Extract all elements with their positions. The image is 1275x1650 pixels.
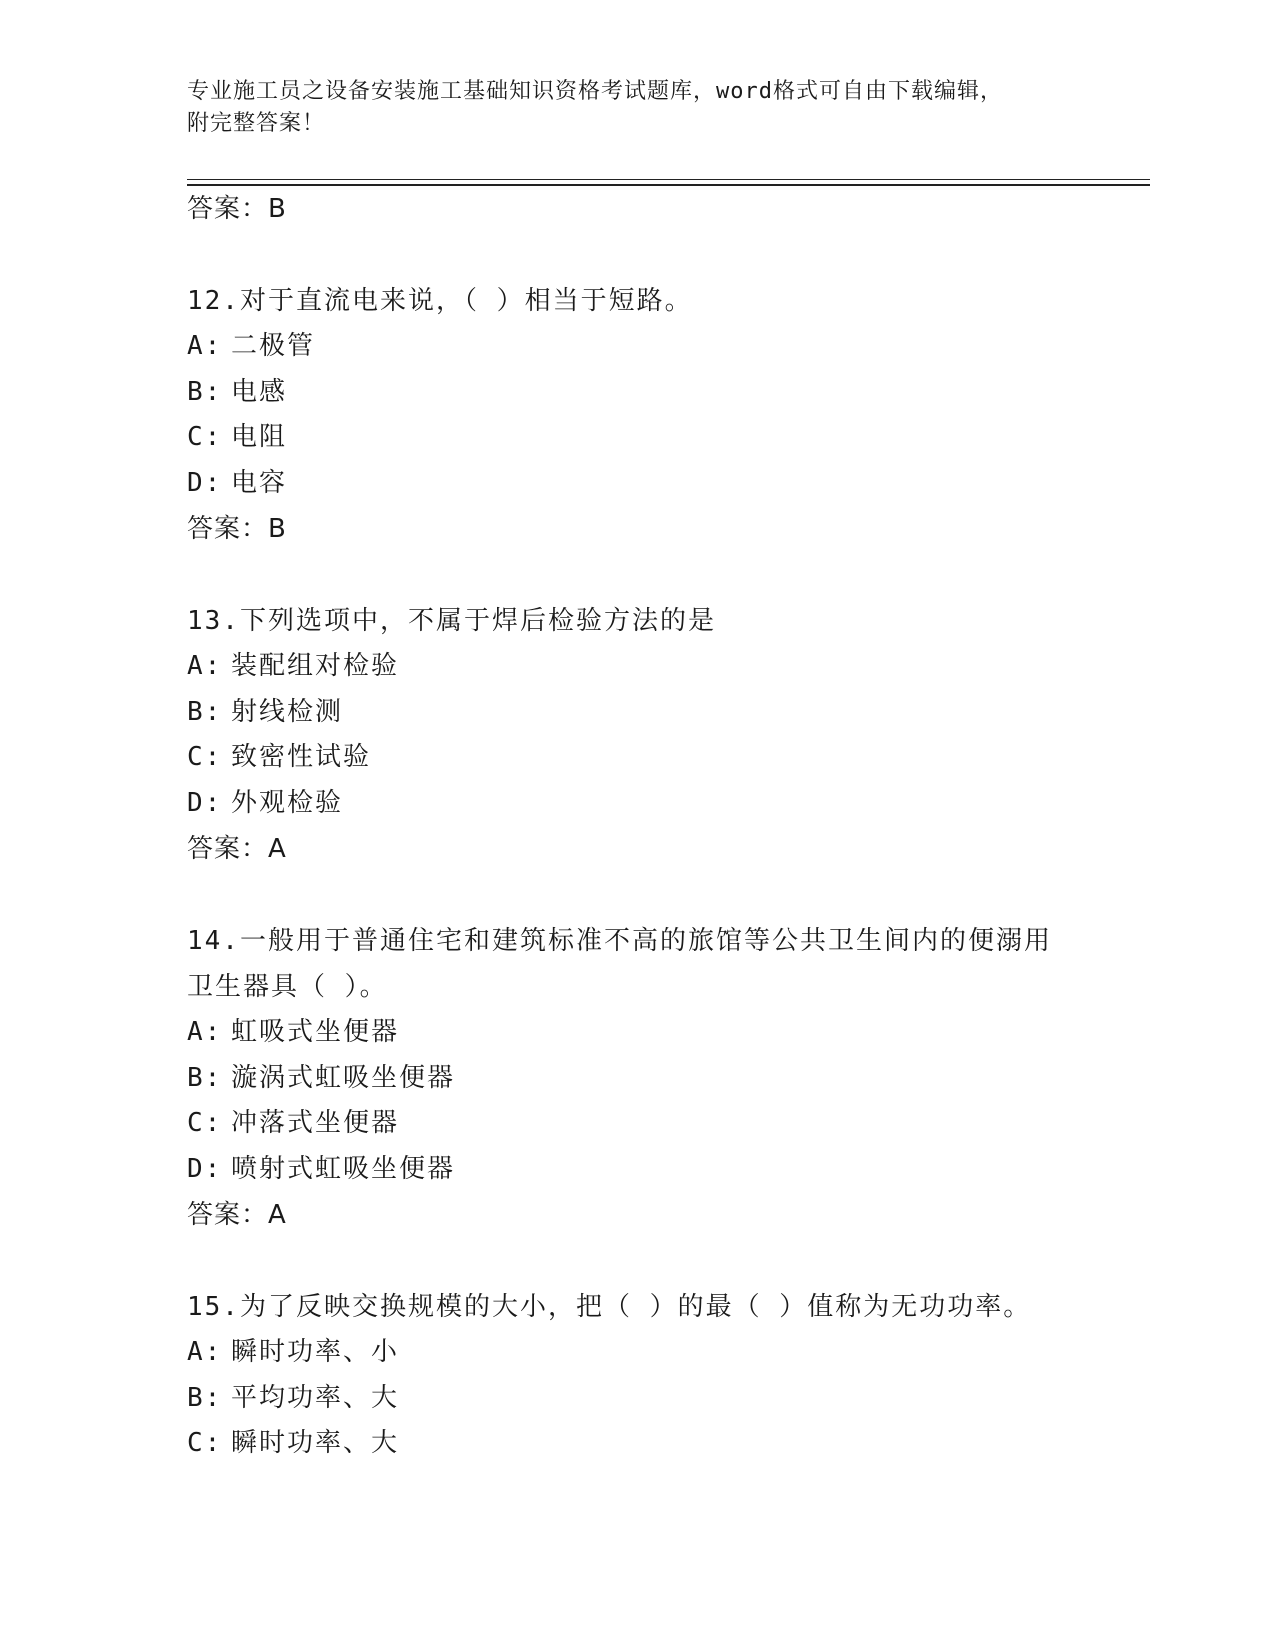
option-b <box>187 1056 1137 1102</box>
option-letter: C: <box>187 1108 223 1138</box>
option-letter: D: <box>187 467 223 498</box>
option-text: 平均功率、大 <box>231 1382 400 1413</box>
option-text: 电容 <box>231 467 288 498</box>
option-b <box>187 690 1137 736</box>
option-text: 致密性试验 <box>231 742 372 772</box>
option-b <box>187 1376 1137 1422</box>
question-block <box>187 1284 1137 1467</box>
option-text: 二极管 <box>231 331 316 361</box>
option-d <box>187 1147 1137 1193</box>
option-c <box>187 1421 1137 1467</box>
spacer <box>187 1238 1137 1284</box>
option-text: 射线检测 <box>231 696 344 727</box>
header-line-2: 附完整答案！ <box>187 111 326 136</box>
option-text: 电阻 <box>231 422 288 452</box>
header-line-1: 专业施工员之设备安装施工基础知识资格考试题库，word格式可自由下载编辑， <box>187 79 1003 104</box>
option-c <box>187 415 1137 461</box>
answer-line: 答案：B <box>187 514 287 544</box>
option-letter: D: <box>187 787 223 818</box>
document-header <box>187 76 1087 140</box>
option-d <box>187 461 1137 507</box>
option-text: 瞬时功率、大 <box>231 1428 400 1458</box>
question-stem: 13.下列选项中，不属于焊后检验方法的是 <box>187 606 716 636</box>
option-c <box>187 735 1137 781</box>
option-letter: A: <box>187 1017 223 1047</box>
option-d <box>187 781 1137 827</box>
question-stem-continued: 卫生器具（ ）。 <box>187 972 388 1002</box>
question-list <box>187 186 1137 1467</box>
spacer <box>187 232 1137 278</box>
answer-line: 答案：A <box>187 834 287 864</box>
option-text: 喷射式虹吸坐便器 <box>231 1153 456 1184</box>
previous-answer: 答案：B <box>187 194 287 224</box>
option-letter: A: <box>187 651 223 681</box>
question-stem: 14.一般用于普通住宅和建筑标准不高的旅馆等公共卫生间内的便溺用 <box>187 926 1052 956</box>
option-letter: B: <box>187 696 223 727</box>
option-a <box>187 1010 1137 1056</box>
option-c <box>187 1101 1137 1147</box>
question-block <box>187 918 1137 1238</box>
spacer <box>187 872 1137 918</box>
option-text: 外观检验 <box>231 787 344 818</box>
option-b <box>187 370 1137 416</box>
option-text: 装配组对检验 <box>231 651 400 681</box>
option-text: 冲落式坐便器 <box>231 1108 400 1138</box>
header-rule-thin <box>187 179 1150 180</box>
option-a <box>187 324 1137 370</box>
option-a <box>187 1330 1137 1376</box>
option-text: 虹吸式坐便器 <box>231 1017 400 1047</box>
option-text: 电感 <box>231 376 288 407</box>
option-letter: C: <box>187 742 223 772</box>
option-letter: C: <box>187 1428 223 1458</box>
question-stem: 15.为了反映交换规模的大小，把（ ）的最（ ）值称为无功功率。 <box>187 1292 1032 1322</box>
option-letter: A: <box>187 331 223 361</box>
option-text: 漩涡式虹吸坐便器 <box>231 1062 456 1093</box>
spacer <box>187 552 1137 598</box>
option-letter: A: <box>187 1337 223 1367</box>
option-text: 瞬时功率、小 <box>231 1337 400 1367</box>
option-a <box>187 644 1137 690</box>
answer-line: 答案：A <box>187 1200 287 1230</box>
question-block <box>187 278 1137 552</box>
option-letter: B: <box>187 1062 223 1093</box>
question-stem: 12.对于直流电来说，（ ）相当于短路。 <box>187 286 693 316</box>
option-letter: B: <box>187 376 223 407</box>
option-letter: D: <box>187 1153 223 1184</box>
option-letter: B: <box>187 1382 223 1413</box>
option-letter: C: <box>187 422 223 452</box>
question-block <box>187 598 1137 872</box>
